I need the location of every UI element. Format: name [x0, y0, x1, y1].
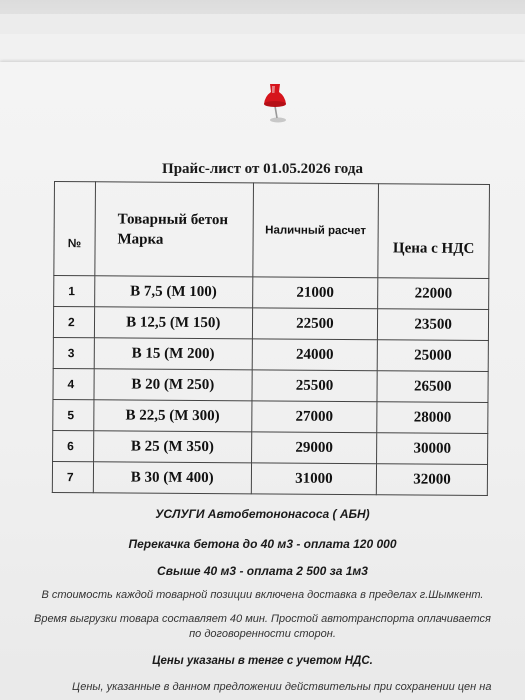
- row-grade: В 20 (М 250): [94, 369, 252, 401]
- row-vat-price: 23500: [378, 309, 489, 341]
- price-list-title: Прайс-лист от 01.05.2026 года: [162, 161, 363, 177]
- row-cash-price: 25500: [252, 370, 378, 402]
- pump-up-to-40-price: Перекачка бетона до 40 м3 - оплата 120 000: [128, 537, 397, 551]
- row-grade: В 25 (М 350): [93, 431, 251, 463]
- row-grade: В 12,5 (М 150): [94, 307, 252, 339]
- table-row: [53, 307, 488, 341]
- header-cash-price: Наличный расчет: [252, 183, 378, 278]
- table-row: [53, 368, 488, 402]
- row-cash-price: 21000: [252, 277, 378, 309]
- validity-note: Цены, указанные в данном предложении действительны при сохранении цен на: [72, 681, 492, 693]
- row-vat-price: 25000: [377, 340, 488, 372]
- row-number: 7: [52, 461, 93, 492]
- row-vat-price: 30000: [377, 433, 488, 465]
- price-table: [52, 181, 490, 496]
- row-number: 3: [53, 337, 94, 368]
- row-cash-price: 31000: [251, 463, 377, 495]
- row-grade: В 7,5 (М 100): [95, 276, 253, 308]
- row-vat-price: 22000: [378, 278, 489, 310]
- push-pin-icon: [258, 82, 292, 124]
- row-cash-price: 24000: [252, 339, 378, 371]
- vat-note: Цены указаны в тенге с учетом НДС.: [152, 655, 373, 667]
- table-row: [54, 276, 489, 310]
- header-concrete-grade: Товарный бетон Марка: [95, 182, 253, 277]
- row-number: 6: [53, 430, 94, 461]
- header-vat-price: Цена с НДС: [378, 184, 489, 279]
- row-grade: В 15 (М 200): [94, 338, 252, 370]
- row-cash-price: 29000: [251, 432, 377, 464]
- row-number: 5: [53, 399, 94, 430]
- unload-note-line-2: по договоренности сторон.: [189, 628, 336, 640]
- row-grade: В 30 (М 400): [93, 462, 251, 494]
- pump-over-40-price: Свыше 40 м3 - оплата 2 500 за 1м3: [157, 564, 368, 578]
- header-number: №: [54, 182, 96, 276]
- services-title: УСЛУГИ Автобетононасоса ( АБН): [155, 507, 370, 521]
- row-vat-price: 28000: [377, 402, 488, 434]
- row-cash-price: 22500: [252, 308, 378, 340]
- table-row: [52, 461, 487, 495]
- row-vat-price: 32000: [377, 464, 488, 496]
- delivery-note: В стоимость каждой товарной позиции включена доставка в пределах г.Шымкент.: [41, 589, 484, 601]
- table-row: [53, 430, 488, 464]
- row-vat-price: 26500: [377, 371, 488, 403]
- unload-note-line-1: Время выгрузки товара составляет 40 мин. Простой автотранспорта оплачивается: [34, 613, 491, 625]
- row-cash-price: 27000: [251, 401, 377, 433]
- row-number: 1: [54, 276, 95, 307]
- row-number: 2: [53, 307, 94, 338]
- table-row: [53, 399, 488, 433]
- table-header-row: [54, 182, 490, 279]
- table-row: [53, 337, 488, 371]
- row-grade: В 22,5 (М 300): [94, 400, 252, 432]
- row-number: 4: [53, 368, 94, 399]
